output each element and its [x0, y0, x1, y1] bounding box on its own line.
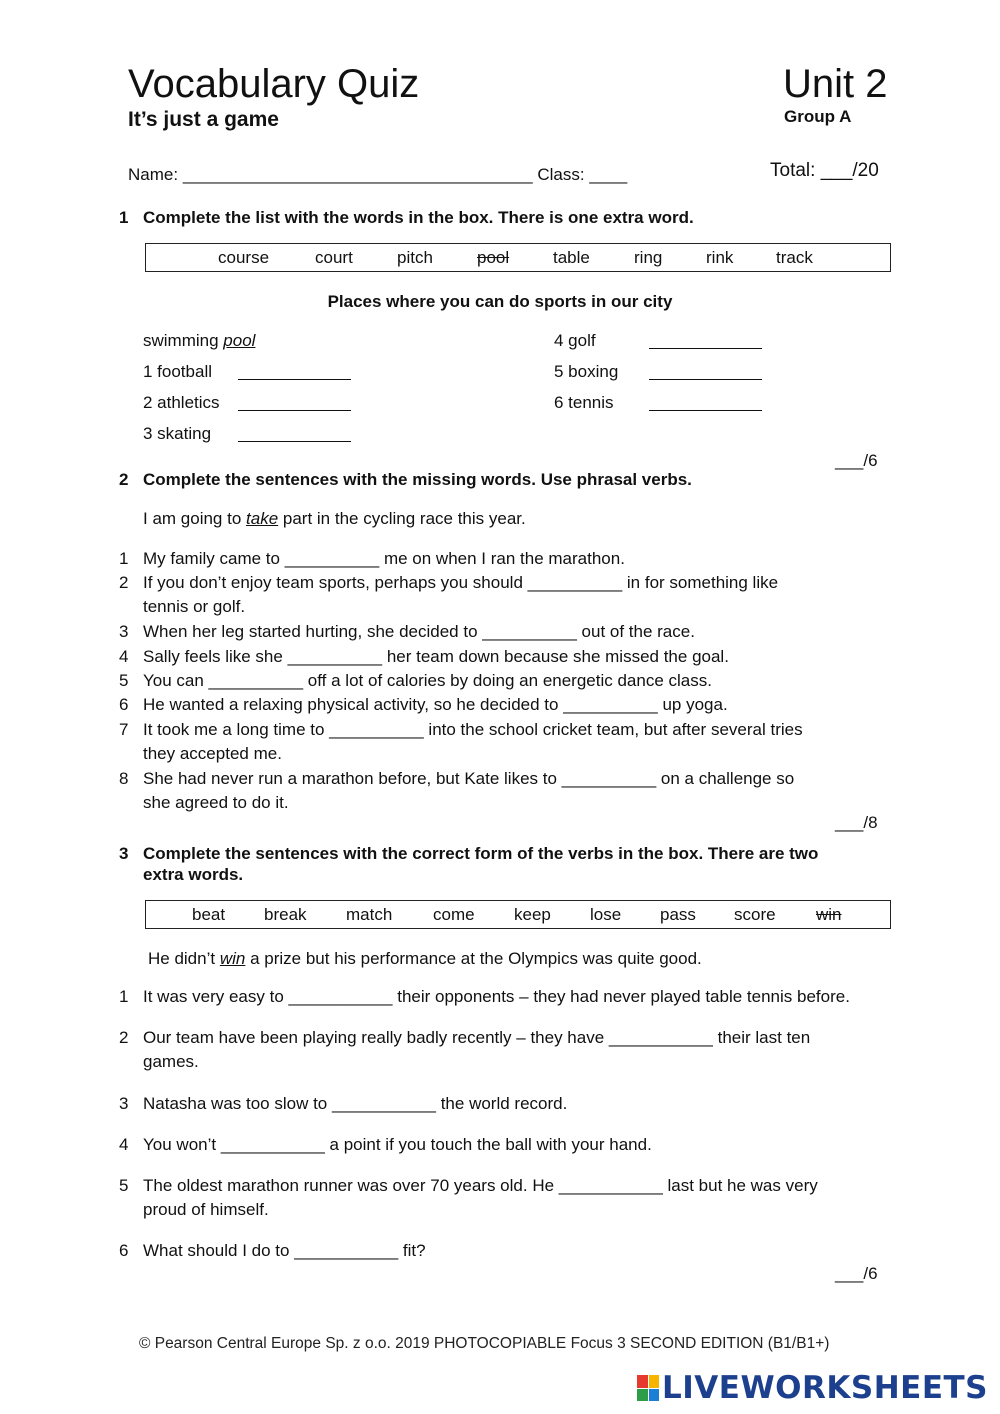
answer-blank[interactable]	[238, 425, 351, 447]
sentence-item-cont: tennis or golf.	[143, 597, 246, 616]
liveworksheets-logo[interactable]	[637, 1370, 988, 1406]
word-box-item: court	[315, 247, 353, 267]
logo-square	[649, 1389, 660, 1402]
item-number: 5	[119, 671, 129, 690]
section-1-number: 1	[119, 208, 129, 227]
example-answer: take	[246, 509, 279, 528]
item-number: 1	[119, 549, 129, 568]
section-2-number: 2	[119, 470, 129, 489]
section-1-heading: Places where you can do sports in our city	[327, 292, 673, 311]
item-label: 4 golf	[554, 331, 596, 350]
example-answer: win	[219, 949, 246, 968]
item-number: 6	[119, 695, 129, 714]
total-score	[770, 160, 879, 182]
sentence-item[interactable]: It took me a long time to __________ into the school cricket team, but after several tries	[143, 720, 803, 739]
example-answer: pool	[223, 331, 256, 350]
word-box-item: lose	[590, 904, 622, 924]
word-box-item: rink	[706, 247, 734, 267]
word-box-item: keep	[514, 904, 551, 924]
answer-blank[interactable]	[649, 394, 762, 416]
example-sentence	[148, 948, 702, 970]
section-3-instruction: Complete the sentences with the correct form of the verbs in the box. There are two	[143, 844, 819, 863]
item-number: 6	[119, 1241, 129, 1260]
class-label: Class:	[537, 165, 585, 184]
word-box-item: track	[776, 247, 813, 267]
sentence-item[interactable]: Sally feels like she __________ her team down because she missed the goal.	[143, 647, 729, 666]
sentence-item[interactable]: If you don’t enjoy team sports, perhaps you should __________ in for something like	[143, 573, 779, 592]
sentence-item-cont: games.	[143, 1052, 199, 1071]
logo-square	[637, 1389, 648, 1402]
sentence-item[interactable]: He wanted a relaxing physical activity, so he decided to __________ up yoga.	[143, 695, 728, 714]
page-title: Vocabulary Quiz	[128, 62, 420, 106]
logo-square	[649, 1375, 660, 1388]
section-1-score[interactable]: ___/6	[835, 451, 878, 470]
section-3-number: 3	[119, 844, 129, 863]
example-before: I am going to	[143, 509, 242, 528]
sentence-item[interactable]: When her leg started hurting, she decided to __________ out of the race.	[143, 622, 695, 641]
sentence-item[interactable]: What should I do to ___________ fit?	[143, 1241, 426, 1260]
section-1-instruction: Complete the list with the words in the box. There is one extra word.	[143, 208, 694, 227]
answer-blank[interactable]	[238, 363, 351, 385]
example-item	[143, 330, 255, 352]
answer-blank[interactable]	[649, 332, 762, 354]
name-label: Name:	[128, 165, 179, 184]
word-box-item: score	[734, 904, 776, 924]
list-item	[143, 392, 220, 414]
item-number: 2	[119, 573, 129, 592]
item-number: 2	[119, 1028, 129, 1047]
name-field[interactable]: _____________________________________	[182, 165, 533, 184]
copyright: © Pearson Central Europe Sp. z o.o. 2019 PHOTOCOPIABLE Focus 3 SECOND EDITION (B1/B1+)	[139, 1335, 830, 1352]
word-box-item: break	[264, 904, 307, 924]
item-number: 5	[119, 1176, 129, 1195]
sentence-item-cont: they accepted me.	[143, 744, 282, 763]
word-box-1	[145, 243, 891, 272]
liveworksheets-icon	[637, 1375, 659, 1401]
item-label: 2 athletics	[143, 393, 220, 412]
sentence-item[interactable]: It was very easy to ___________ their opponents – they had never played table tennis before.	[143, 987, 850, 1006]
example-sentence	[143, 508, 526, 530]
word-box-item: beat	[192, 904, 226, 924]
example-before: He didn’t	[148, 949, 216, 968]
section-3-score[interactable]: ___/6	[835, 1264, 878, 1283]
list-item	[554, 330, 596, 352]
sentence-item[interactable]: Natasha was too slow to ___________ the world record.	[143, 1094, 568, 1113]
word-box-3	[145, 900, 891, 929]
class-field[interactable]: ____	[589, 165, 628, 184]
sentence-item[interactable]: My family came to __________ me on when I ran the marathon.	[143, 549, 625, 568]
word-box-item: ring	[634, 247, 663, 267]
sentence-item-cont: she agreed to do it.	[143, 793, 289, 812]
liveworksheets-text: LIVEWORKSHEETS	[662, 1370, 988, 1406]
section-3-instruction-cont: extra words.	[143, 865, 244, 884]
item-number: 4	[119, 647, 129, 666]
word-box-item: pitch	[397, 247, 433, 267]
item-number: 1	[119, 987, 129, 1006]
sentence-item[interactable]: You won’t ___________ a point if you touch the ball with your hand.	[143, 1135, 652, 1154]
list-item	[143, 361, 212, 383]
group-label: Group A	[784, 107, 852, 126]
word-box-item: table	[553, 247, 590, 267]
sentence-item-cont: proud of himself.	[143, 1200, 269, 1219]
sentence-item[interactable]: The oldest marathon runner was over 70 years old. He ___________ last but he was very	[143, 1176, 818, 1195]
item-label: 3 skating	[143, 424, 212, 443]
unit-label: Unit 2	[783, 62, 888, 106]
item-label: 1 football	[143, 362, 212, 381]
word-box-item-crossed: pool	[477, 247, 510, 267]
page-subtitle: It’s just a game	[128, 108, 279, 131]
item-number: 7	[119, 720, 129, 739]
total-field[interactable]: ___/20	[820, 160, 879, 181]
section-2-instruction: Complete the sentences with the missing words. Use phrasal verbs.	[143, 470, 692, 489]
item-number: 4	[119, 1135, 129, 1154]
name-line	[128, 164, 627, 186]
total-label: Total:	[770, 160, 816, 181]
list-item	[554, 392, 614, 414]
answer-blank[interactable]	[649, 363, 762, 385]
item-number: 3	[119, 1094, 129, 1113]
sentence-item[interactable]: You can __________ off a lot of calories by doing an energetic dance class.	[143, 671, 712, 690]
sentence-item[interactable]: She had never run a marathon before, but Kate likes to __________ on a challenge so	[143, 769, 795, 788]
item-number: 8	[119, 769, 129, 788]
item-label: 5 boxing	[554, 362, 619, 381]
word-box-item-crossed: win	[816, 904, 842, 924]
item-label: 6 tennis	[554, 393, 614, 412]
word-box-item: pass	[660, 904, 696, 924]
word-box-item: match	[346, 904, 393, 924]
example-after: a prize but his performance at the Olympics was quite good.	[250, 949, 702, 968]
item-number: 3	[119, 622, 129, 641]
logo-square	[637, 1375, 648, 1388]
section-2-score[interactable]: ___/8	[835, 813, 878, 832]
word-box-item: come	[433, 904, 475, 924]
word-box-item: course	[218, 247, 270, 267]
example-prefix: swimming	[143, 331, 219, 350]
list-item	[143, 423, 211, 445]
example-after: part in the cycling race this year.	[282, 509, 526, 528]
answer-blank[interactable]	[238, 394, 351, 416]
list-item	[554, 361, 618, 383]
sentence-item[interactable]: Our team have been playing really badly recently – they have ___________ their last ten	[143, 1028, 811, 1047]
